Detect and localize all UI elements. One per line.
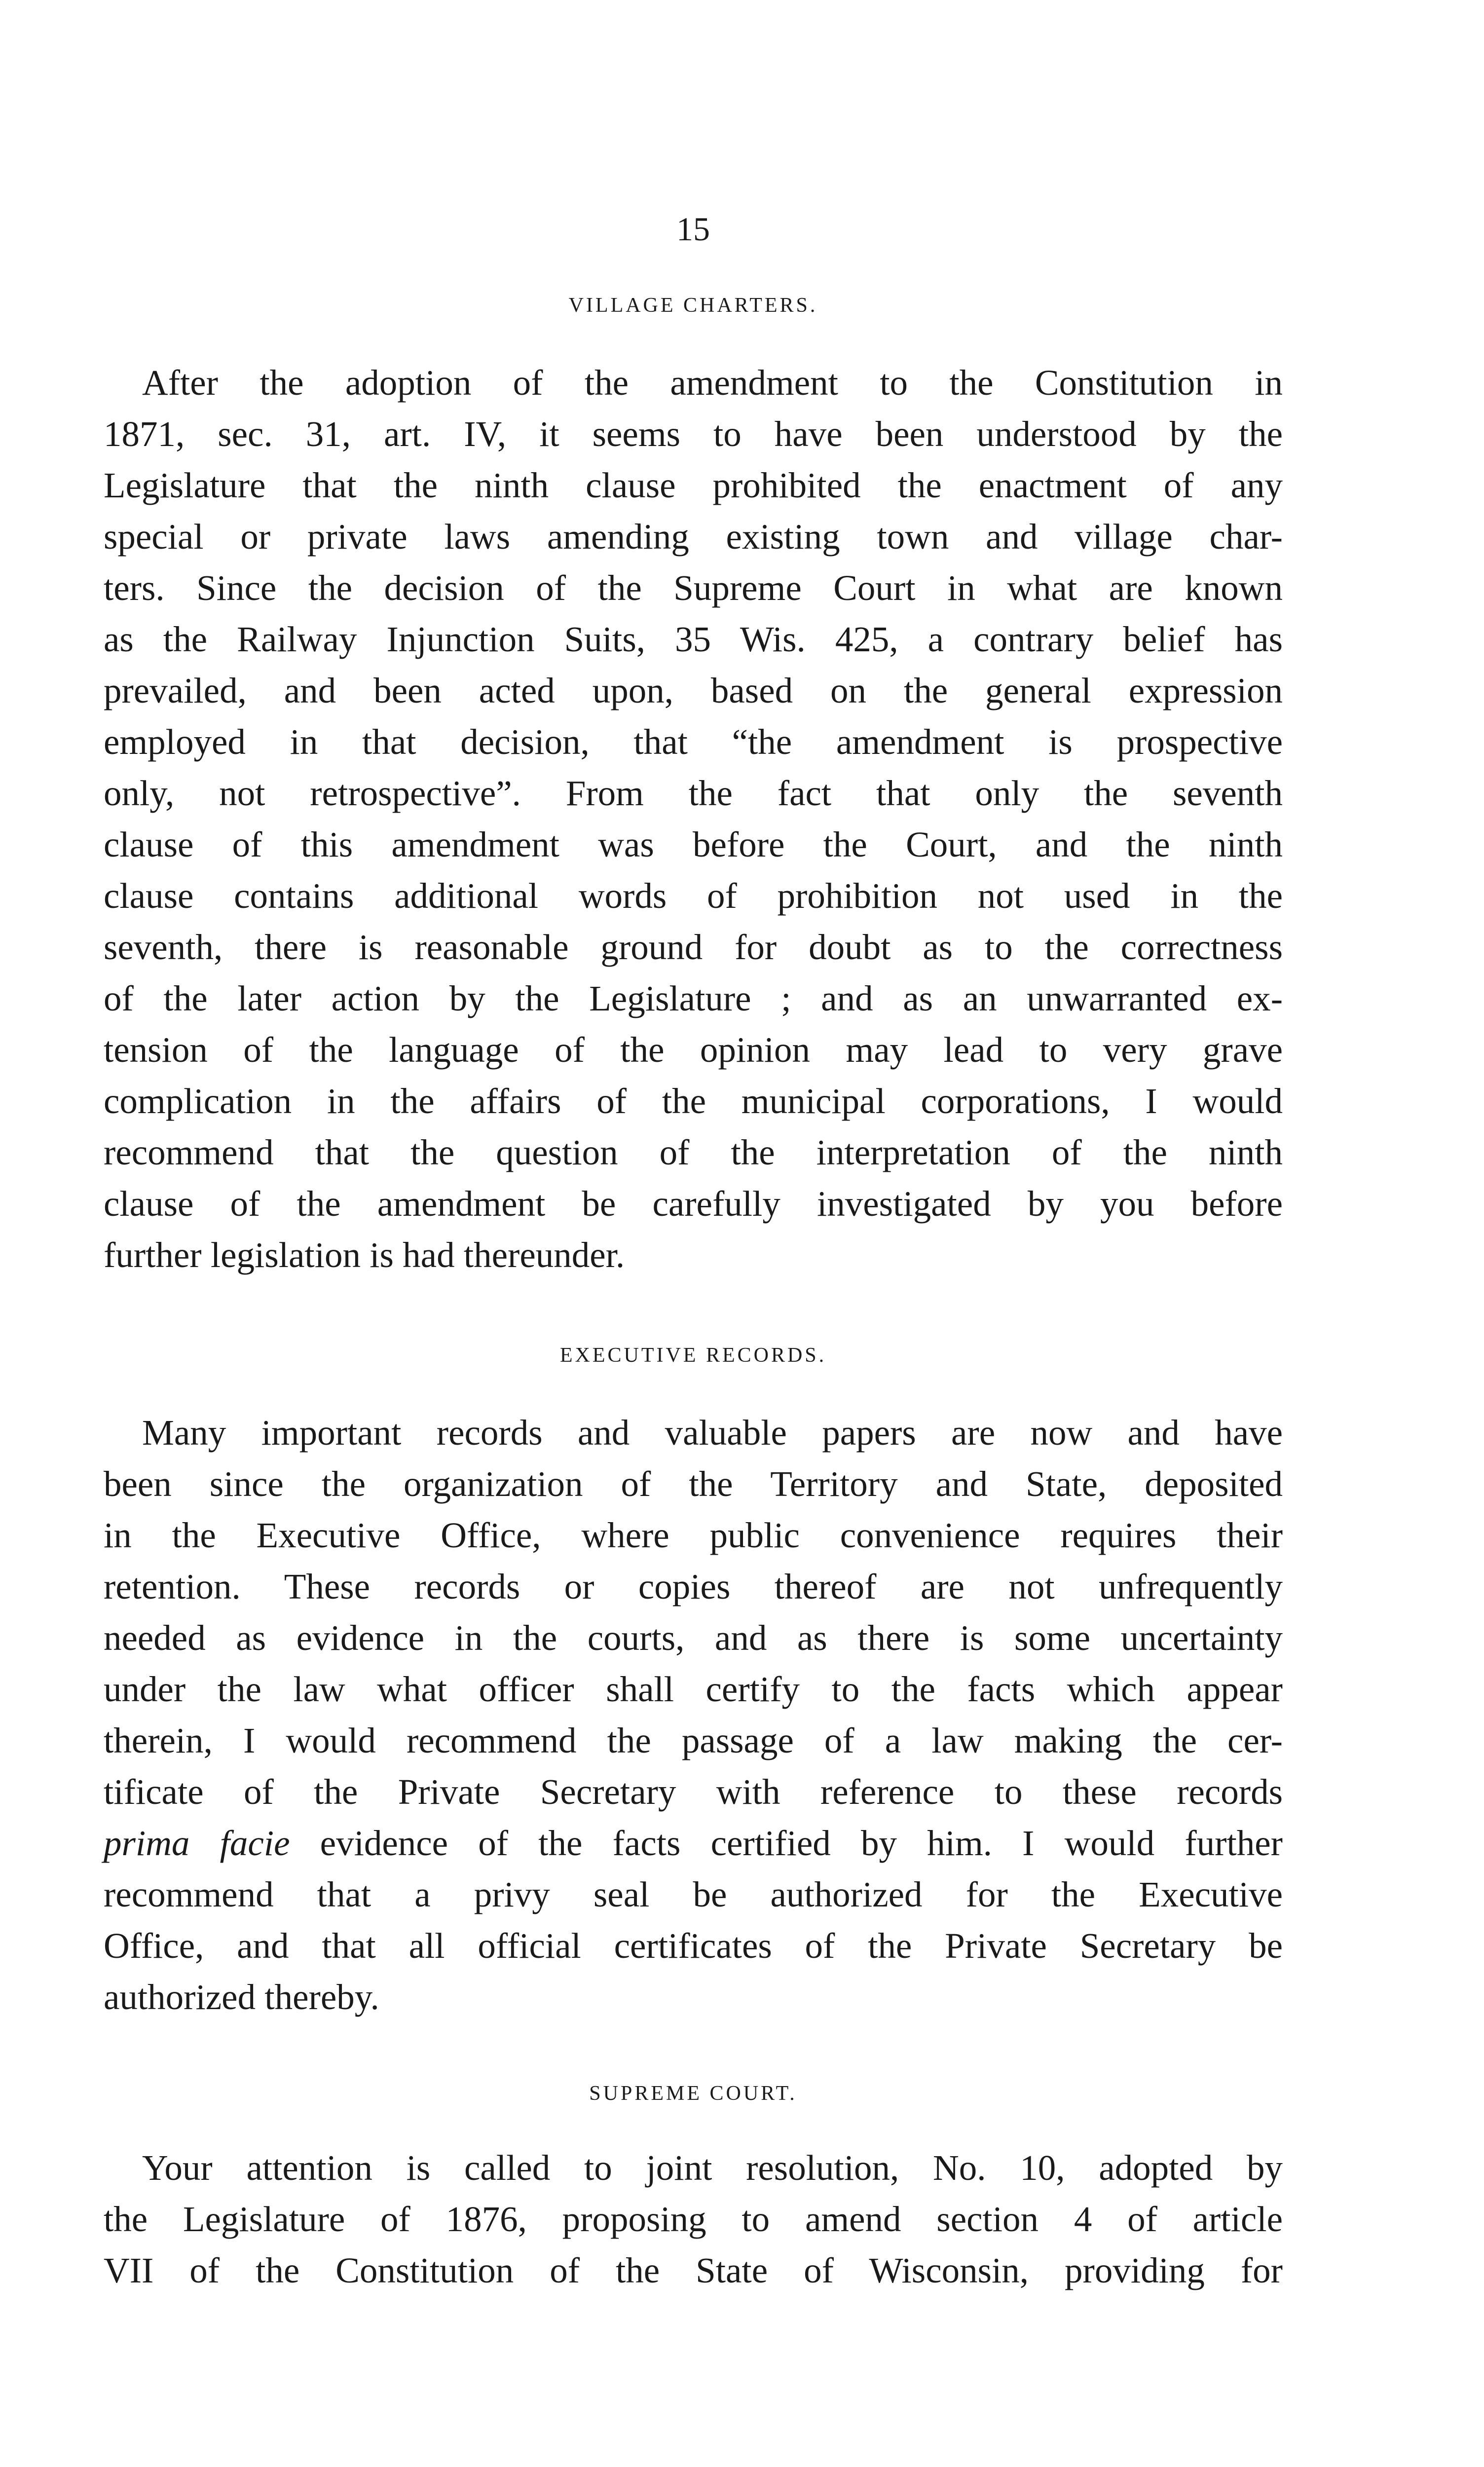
paragraph-village-charters [104,357,1283,1281]
text-line: clause contains additional words of prohibition not used in the [104,876,1283,916]
text-line: After the adoption of the amendment to the Constitution in [142,363,1283,403]
text-line: needed as evidence in the courts, and as there is some uncertainty [104,1618,1283,1658]
section-heading-supreme-court: SUPREME COURT. [589,2082,797,2105]
text-line: authorized thereby. [104,1977,379,2017]
text-line: been since the organization of the Territory and State, deposited [104,1464,1283,1504]
document-page [104,0,1283,2467]
italic-phrase: prima facie [104,1823,290,1863]
text-line: under the law what officer shall certify to the facts which appear [104,1669,1283,1709]
line-remainder: evidence of the facts certified by him. I would further [290,1823,1283,1863]
text-line: recommend that the question of the interpretation of the ninth [104,1132,1283,1172]
text-line: tension of the language of the opinion may lead to very grave [104,1030,1283,1070]
text-line: clause of the amendment be carefully investigated by you before [104,1184,1283,1224]
text-line: VII of the Constitution of the State of Wisconsin, providing for [104,2250,1283,2290]
text-line: employed in that decision, that “the amendment is prospective [104,722,1283,762]
text-line: the Legislature of 1876, proposing to amend section 4 of article [104,2199,1283,2239]
text-line: only, not retrospective”. From the fact that only the seventh [104,773,1283,813]
paragraph-executive-records [104,1407,1283,2023]
text-line: Your attention is called to joint resolution, No. 10, adopted by [142,2148,1283,2188]
page-number: 15 [676,210,710,248]
text-line: further legislation is had thereunder. [104,1235,625,1275]
text-line: special or private laws amending existing town and village char- [104,517,1283,557]
text-line: prevailed, and been acted upon, based on the general expression [104,671,1283,710]
text-line: 1871, sec. 31, art. IV, it seems to have been understood by the [104,414,1283,454]
section-heading-village-charters: VILLAGE CHARTERS. [568,294,818,317]
text-line: Legislature that the ninth clause prohibited the enactment of any [104,465,1283,505]
text-line: recommend that a privy seal be authorized for the Executive [104,1874,1283,1914]
text-line: therein, I would recommend the passage of a law making the cer- [104,1720,1283,1760]
text-line: as the Railway Injunction Suits, 35 Wis. 425, a contrary belief has [104,619,1283,659]
text-line: complication in the affairs of the municipal corporations, I would [104,1081,1283,1121]
text-line: of the later action by the Legislature ; and as an unwarranted ex- [104,978,1283,1018]
text-line: retention. These records or copies thereof are not unfrequently [104,1567,1283,1607]
text-line: Office, and that all official certificates of the Private Secretary be [104,1926,1283,1966]
section-heading-executive-records: EXECUTIVE RECORDS. [559,1344,827,1367]
text-line: in the Executive Office, where public convenience requires their [104,1515,1283,1555]
paragraph-supreme-court [104,2142,1283,2296]
text-line: tificate of the Private Secretary with reference to these records [104,1772,1283,1812]
text-line: seventh, there is reasonable ground for doubt as to the correctness [104,927,1283,967]
text-line: ters. Since the decision of the Supreme Court in what are known [104,568,1283,608]
text-line: Many important records and valuable papers are now and have [142,1413,1283,1453]
text-line-mixed [104,1818,1283,1869]
text-line: clause of this amendment was before the Court, and the ninth [104,824,1283,864]
